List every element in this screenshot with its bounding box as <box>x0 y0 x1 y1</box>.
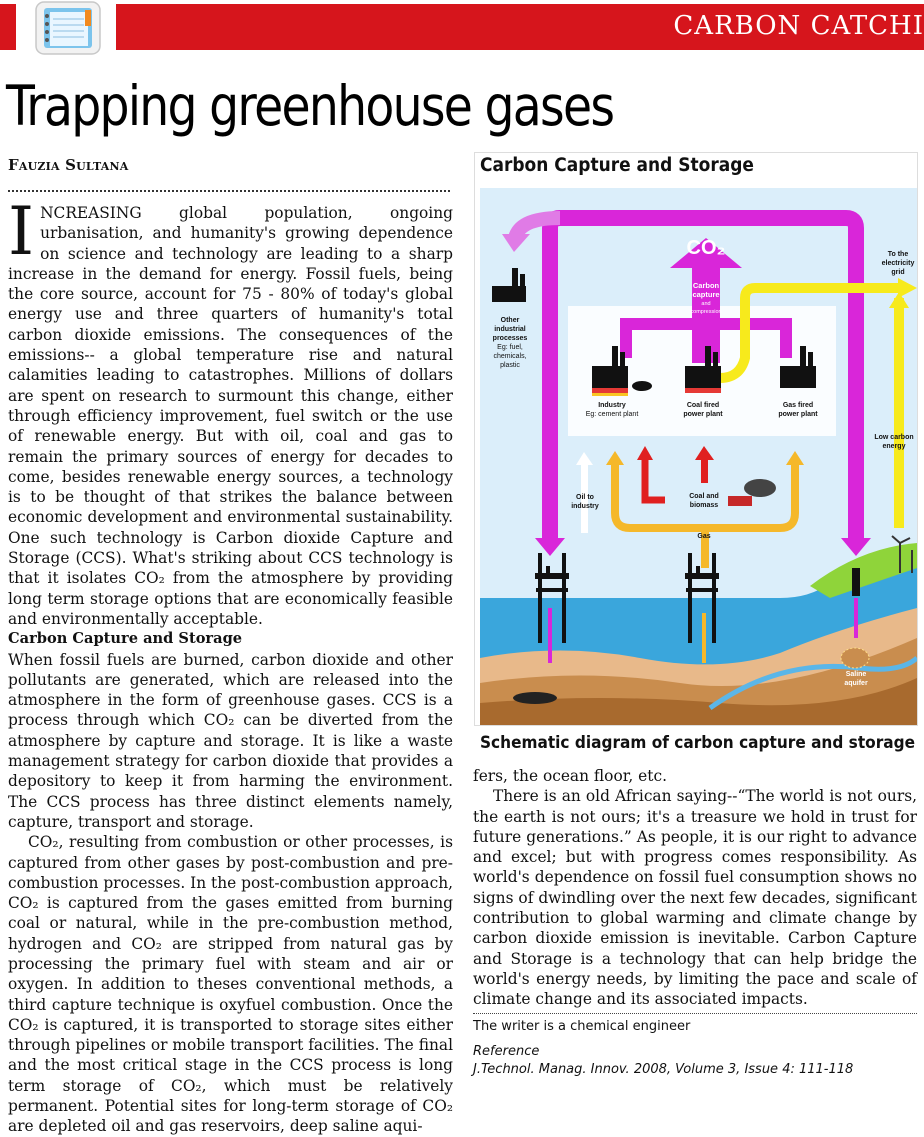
headline: Trapping greenhouse gases <box>6 74 614 138</box>
label-industry-1: Industry <box>598 402 626 409</box>
label-other-5: chemicals, <box>493 353 527 360</box>
label-saline-2: aquifer <box>844 680 868 687</box>
label-coalbio-2: biomass <box>689 502 719 509</box>
banner-stub <box>0 4 16 50</box>
left-column <box>8 193 453 1137</box>
label-other-1: Other <box>500 317 520 324</box>
notebook-icon <box>33 0 103 57</box>
note-divider <box>473 1013 917 1014</box>
label-grid-1: To the <box>887 251 909 258</box>
label-coal-1: Coal fired <box>686 402 720 409</box>
coal-pile <box>744 479 776 497</box>
label-coalbio-1: Coal and <box>689 493 719 500</box>
label-oil-2: industry <box>571 503 599 510</box>
label-grid-2: electricity <box>881 260 915 267</box>
label-other-4: Eg: fuel, <box>497 344 523 351</box>
label-capture-1: Carbon <box>692 281 720 290</box>
label-gas: Gas <box>697 533 711 540</box>
label-grid-3: grid <box>891 269 905 276</box>
paragraph-intro <box>8 193 453 629</box>
byline-divider <box>8 190 450 192</box>
reference-label: Reference <box>473 1044 540 1059</box>
paragraph-conclusion: There is an old African saying--“The world is not ours, the earth is not ours; it's a treasure we hold in trust for future generations.” As people, it is our right to advance and excel; but with progress comes responsibility. As world's dependence on fossil fuel consumption shows no signs of dwindling over the next few decades, significant contribution to global warming and climate change by carbon dioxide emission is inevitable. Carbon Capture and Storage is a technology that can help bridge the world's energy needs, by limiting the pace and scale of climate change and its associated impacts. <box>473 787 917 1009</box>
paragraph-ccs: When fossil fuels are burned, carbon dioxide and other pollutants are generated, which are released into the atmosphere in the form of greenhouse gases. CCS is a process through which CO₂ can be diverted from the atmosphere by capture and storage. It is like a waste management strategy for carbon dioxide that provides a depository to keep it from harming the environment. The CCS process has three distinct elements namely, capture, transport and storage. <box>8 650 453 831</box>
label-other-2: industrial <box>494 326 526 333</box>
subheading: Carbon Capture and Storage <box>8 630 243 648</box>
label-capture-4: compression <box>690 309 722 315</box>
byline: Fauzia Sultana <box>8 156 129 174</box>
label-capture-3: and <box>701 301 711 307</box>
label-saline-1: Saline <box>845 671 867 678</box>
drop-cap: I <box>8 193 35 270</box>
reference-text: J.Technol. Manag. Innov. 2008, Volume 3, Issue 4: 111-118 <box>473 1062 854 1077</box>
label-capture-2: capture <box>692 290 720 299</box>
figure-caption: Schematic diagram of carbon capture and storage <box>480 733 916 752</box>
right-column <box>473 766 917 1010</box>
label-oil-1: Oil to <box>576 494 594 501</box>
label-co2: CO₂ <box>686 237 726 259</box>
label-other-3: processes <box>492 335 528 342</box>
label-gas-2: power plant <box>778 411 818 418</box>
label-lowcarbon-1: Low carbon <box>874 434 914 441</box>
low-carbon-flow <box>894 298 904 528</box>
capture-from-gas <box>780 318 792 358</box>
saline-aquifer-site <box>841 648 869 668</box>
paragraph-intro-text: NCREASING global population, ongoing urbanisation, and humanity's growing dependence on science and technology are leading to a sharp increase in the demand for energy. Fossil fuels, being the core source, account for 75 - 80% of today's global energy use and three quarters of humanity's total carbon dioxide emissions. The consequences of the emissions-- a global temperature rise and natural calamities leading to catastrophes. Millions of dollars are spent on research to surmount this change, either through efficiency improvement, fuel switch or the use of renewable energy. But with oil, coal and gas to remain the primary sources of energy for decades to come, besides renewable energy sources, a technology is to be thought of that strikes the balance between economic development and environmental sustainability. One such technology is Carbon dioxide Capture and Storage (CCS). What's striking about CCS technology is that it isolates CO₂ from the atmosphere by providing long term storage options that are economically feasible and environmentally acceptable. <box>8 204 453 628</box>
oil-reservoir <box>513 692 557 704</box>
paragraph-continued: fers, the ocean floor, etc. <box>473 767 667 785</box>
section-title: CARBON CATCHI <box>673 11 924 41</box>
figure-title: Carbon Capture and Storage <box>480 155 754 176</box>
label-other-6: plastic <box>500 362 520 369</box>
label-coal-2: power plant <box>683 411 723 418</box>
writer-note: The writer is a chemical engineer <box>473 1019 691 1034</box>
label-gas-1: Gas fired <box>782 402 814 409</box>
ccs-diagram <box>480 188 917 725</box>
label-lowcarbon-2: energy <box>882 443 906 450</box>
coal-flow-center <box>701 458 708 483</box>
paragraph-capture: CO₂, resulting from combustion or other processes, is captured from other gases by post-combustion and pre-combustion processes. In the post-combustion approach, CO₂ is captured from the gases emitted from burning coal or natural, while in the pre-combustion method, hydrogen and CO₂ are stripped from natural gas by processing the primary fuel with steam and air or oxygen. In addition to theses conventional methods, a third capture technique is oxyfuel combustion. Once the CO₂ is captured, it is transported to storage sites either through pipelines or mobile transport facilities. The final and the most critical stage in the CCS process is long term storage of CO₂, which must be relatively permanent. Potential sites for long-term storage of CO₂ are depleted oil and gas reservoirs, deep saline aqui- <box>8 833 453 1136</box>
capture-manifold <box>620 318 790 330</box>
label-industry-2: Eg: cement plant <box>585 411 639 418</box>
coal-truck <box>728 496 752 506</box>
